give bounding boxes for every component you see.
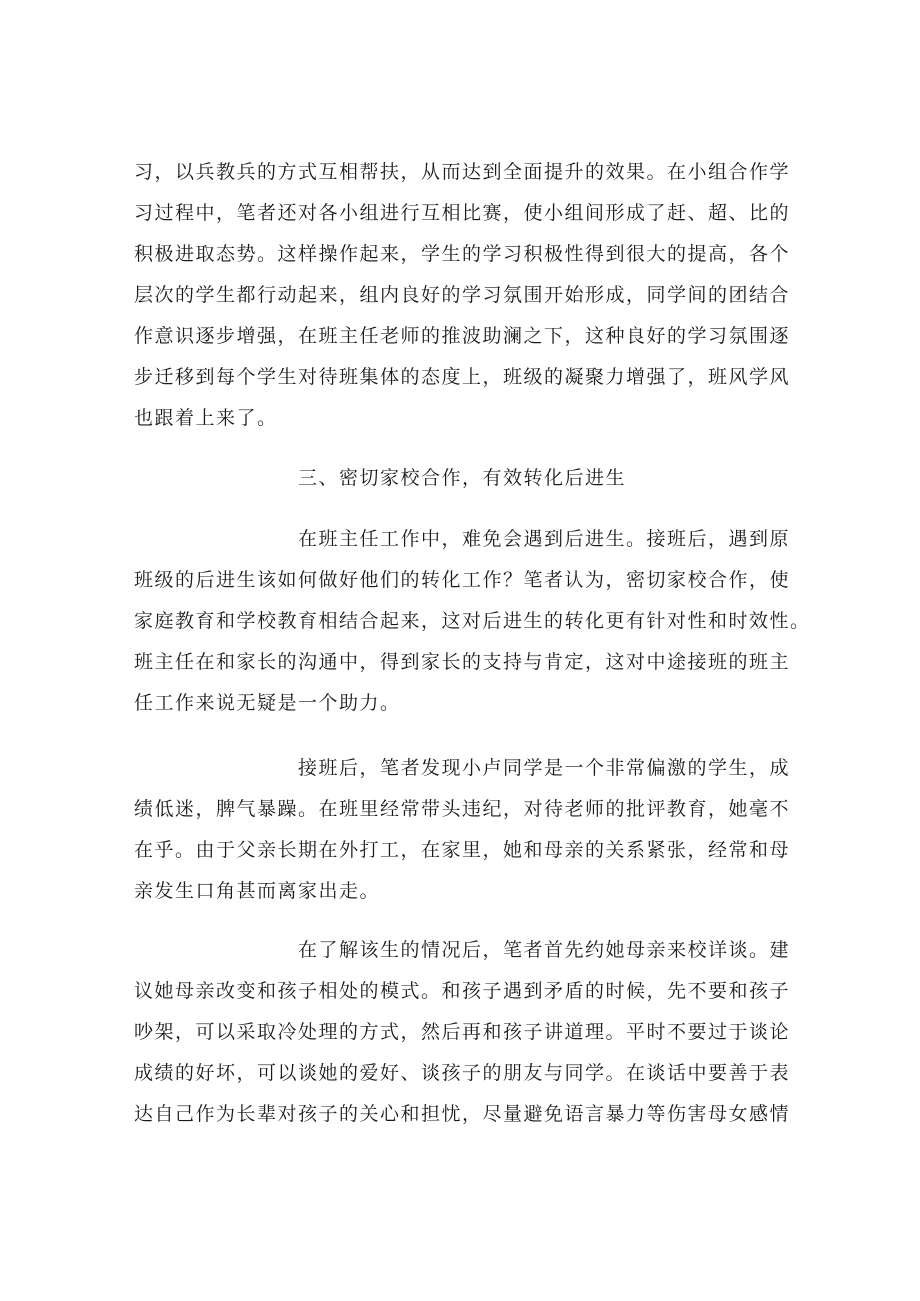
paragraph-4-line-4: 成绩的好坏，可以谈她的爱好、谈孩子的朋友与同学。在谈话中要善于表 bbox=[134, 1062, 791, 1084]
paragraph-4-line-5: 达自己作为长辈对孩子的关心和担忧，尽量避免语言暴力等伤害母女感情 bbox=[134, 1103, 791, 1125]
paragraph-3-line-1: 接班后，笔者发现小卢同学是一个非常偏激的学生，成 bbox=[298, 757, 791, 779]
paragraph-2-line-4: 班主任在和家长的沟通中，得到家长的支持与肯定，这对中途接班的班主 bbox=[134, 651, 791, 673]
paragraph-3-line-3: 在乎。由于父亲长期在外打工，在家里，她和母亲的关系紧张，经常和母 bbox=[134, 839, 791, 861]
paragraph-3-line-2: 绩低迷，脾气暴躁。在班里经常带头违纪，对待老师的批评教育，她毫不 bbox=[134, 798, 791, 820]
paragraph-1-line-4: 层次的学生都行动起来，组内良好的学习氛围开始形成，同学间的团结合 bbox=[134, 284, 791, 306]
paragraph-4-line-3: 吵架，可以采取冷处理的方式，然后再和孩子讲道理。平时不要过于谈论 bbox=[134, 1021, 791, 1043]
paragraph-1-line-5: 作意识逐步增强，在班主任老师的推波助澜之下，这种良好的学习氛围逐 bbox=[134, 325, 791, 347]
paragraph-4-line-1: 在了解该生的情况后，笔者首先约她母亲来校详谈。建 bbox=[298, 939, 791, 961]
paragraph-2-line-3: 家庭教育和学校教育相结合起来，这对后进生的转化更有针对性和时效性。 bbox=[134, 610, 811, 632]
section-heading: 三、密切家校合作，有效转化后进生 bbox=[298, 467, 627, 489]
paragraph-2-line-1: 在班主任工作中，难免会遇到后进生。接班后，遇到原 bbox=[298, 528, 791, 550]
paragraph-2-line-5: 任工作来说无疑是一个助力。 bbox=[134, 692, 401, 714]
paragraph-4-line-2: 议她母亲改变和孩子相处的模式。和孩子遇到矛盾的时候，先不要和孩子 bbox=[134, 980, 791, 1002]
paragraph-1-line-7: 也跟着上来了。 bbox=[134, 407, 278, 429]
paragraph-1-line-2: 习过程中，笔者还对各小组进行互相比赛，使小组间形成了赶、超、比的 bbox=[134, 202, 791, 224]
paragraph-1-line-1: 习，以兵教兵的方式互相帮扶，从而达到全面提升的效果。在小组合作学 bbox=[134, 161, 791, 183]
paragraph-1-line-6: 步迁移到每个学生对待班集体的态度上，班级的凝聚力增强了，班风学风 bbox=[134, 366, 791, 388]
paragraph-2-line-2: 班级的后进生该如何做好他们的转化工作？笔者认为，密切家校合作，使 bbox=[134, 569, 791, 591]
paragraph-3-line-4: 亲发生口角甚而离家出走。 bbox=[134, 880, 381, 902]
paragraph-1-line-3: 积极进取态势。这样操作起来，学生的学习积极性得到很大的提高，各个 bbox=[134, 243, 791, 265]
